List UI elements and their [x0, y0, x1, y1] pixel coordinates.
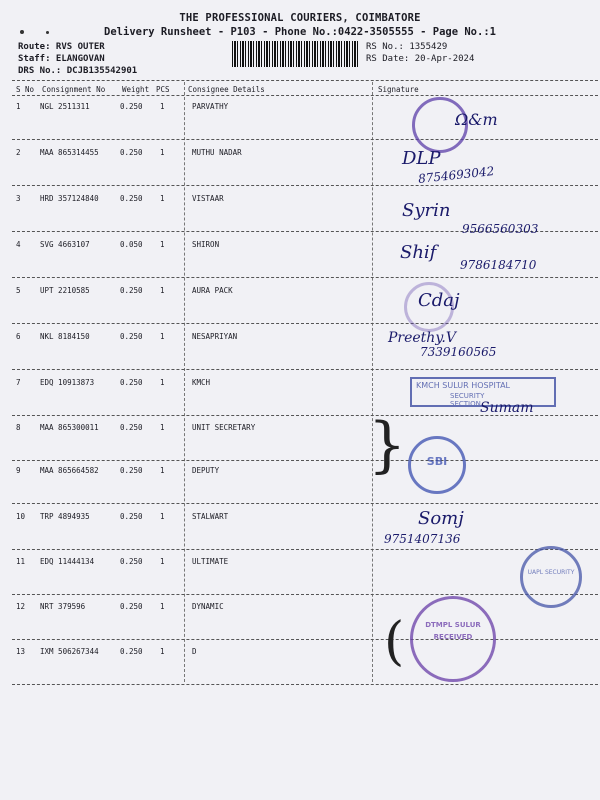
company-title: THE PROFESSIONAL COURIERS, COIMBATORE — [179, 12, 421, 24]
signature-1: Ω&m — [455, 110, 498, 129]
row-weight: 0.250 — [120, 602, 143, 611]
row-pcs: 1 — [160, 466, 165, 475]
staff-label: Staff: ELANGOVAN — [18, 54, 105, 64]
handwritten-phone-4: 9786184710 — [460, 258, 537, 272]
rs-number: RS No.: 1355429 — [366, 42, 448, 52]
row-consignee: PARVATHY — [192, 102, 229, 111]
row-weight: 0.250 — [120, 378, 143, 387]
row-separator — [12, 594, 598, 595]
row-sno: 10 — [16, 512, 26, 521]
scan-mark — [20, 30, 24, 34]
handwritten-phone-10: 9751407136 — [384, 532, 461, 546]
row-weight: 0.250 — [120, 102, 143, 111]
row-pcs: 1 — [160, 286, 165, 295]
row-separator — [12, 185, 598, 186]
column-divider — [184, 82, 185, 682]
row-pcs: 1 — [160, 194, 165, 203]
row-pcs: 1 — [160, 423, 165, 432]
row-weight: 0.250 — [120, 466, 143, 475]
signature-6: Preethy.V — [388, 330, 456, 346]
row-separator — [12, 369, 598, 370]
row-sno: 5 — [16, 286, 21, 295]
row-separator — [12, 277, 598, 278]
row-consignment-no: MAA 865314455 — [40, 148, 99, 157]
row-pcs: 1 — [160, 332, 165, 341]
row-pcs: 1 — [160, 148, 165, 157]
row-consignment-no: HRD 357124840 — [40, 194, 99, 203]
col-consignment: Consignment No — [42, 85, 106, 94]
col-signature: Signature — [378, 85, 419, 94]
row-pcs: 1 — [160, 378, 165, 387]
row-sno: 3 — [16, 194, 21, 203]
row-consignee: ULTIMATE — [192, 557, 229, 566]
scan-mark — [46, 31, 49, 34]
row-sno: 2 — [16, 148, 21, 157]
row-consignee: STALWART — [192, 512, 229, 521]
row-consignment-no: EDQ 10913873 — [40, 378, 95, 387]
row-weight: 0.250 — [120, 512, 143, 521]
row-consignment-no: NKL 8184150 — [40, 332, 90, 341]
row-weight: 0.250 — [120, 647, 143, 656]
row-sno: 13 — [16, 647, 26, 656]
row-separator — [12, 503, 598, 504]
col-consignee: Consignee Details — [188, 85, 265, 94]
row-weight: 0.250 — [120, 332, 143, 341]
dtmpl-stamp-text: DTMPL SULUR — [425, 621, 481, 629]
row-sno: 6 — [16, 332, 21, 341]
row-consignee: DYNAMIC — [192, 602, 224, 611]
row-weight: 0.250 — [120, 194, 143, 203]
col-sno: S No — [16, 85, 35, 94]
row-consignment-no: MAA 865664582 — [40, 466, 99, 475]
table-header-rule — [12, 95, 598, 96]
row-consignment-no: UPT 2210585 — [40, 286, 90, 295]
row-consignee: KMCH — [192, 378, 211, 387]
security-stamp — [520, 546, 582, 608]
signature-5: Cdaj — [418, 290, 460, 311]
row-sno: 11 — [16, 557, 26, 566]
row-pcs: 1 — [160, 240, 165, 249]
barcode — [232, 41, 358, 67]
row-consignment-no: SVG 4663107 — [40, 240, 90, 249]
row-consignee: UNIT SECRETARY — [192, 423, 256, 432]
signature-3: Syrin — [402, 200, 451, 221]
row-sno: 4 — [16, 240, 21, 249]
security-stamp-text: UAPL SECURITY — [527, 569, 575, 576]
row-sno: 12 — [16, 602, 26, 611]
row-pcs: 1 — [160, 647, 165, 656]
row-separator — [12, 684, 598, 685]
bracket-mark: } — [368, 410, 407, 480]
drs-number: DRS No.: DCJB135542901 — [18, 66, 138, 76]
row-consignment-no: NGL 2511311 — [40, 102, 90, 111]
row-pcs: 1 — [160, 512, 165, 521]
row-consignment-no: NRT 379596 — [40, 602, 86, 611]
row-pcs: 1 — [160, 602, 165, 611]
row-consignment-no: MAA 865300011 — [40, 423, 99, 432]
row-consignment-no: EDQ 11444134 — [40, 557, 95, 566]
row-weight: 0.250 — [120, 148, 143, 157]
row-consignee: DEPUTY — [192, 466, 220, 475]
row-separator — [12, 639, 598, 640]
runsheet-subtitle: Delivery Runsheet - P103 - Phone No.:0422-3505555 - Page No.:1 — [104, 26, 496, 38]
row-sno: 7 — [16, 378, 21, 387]
signature-4: Shif — [400, 242, 437, 263]
row-sno: 1 — [16, 102, 21, 111]
received-stamp-text: RECEIVED — [433, 633, 473, 641]
row-sno: 9 — [16, 466, 21, 475]
row-weight: 0.050 — [120, 240, 143, 249]
row-consignee: VISTAAR — [192, 194, 224, 203]
row-pcs: 1 — [160, 102, 165, 111]
handwritten-phone-3: 9566560303 — [462, 222, 539, 236]
kmch-stamp-subtext: SECURITY SECTION — [450, 392, 485, 408]
row-consignment-no: IXM 506267344 — [40, 647, 99, 656]
handwritten-phone-2: 8754693042 — [417, 164, 495, 186]
route-label: Route: RVS OUTER — [18, 42, 105, 52]
col-pcs: PCS — [156, 85, 170, 94]
row-consignee: NESAPRIYAN — [192, 332, 238, 341]
handwritten-phone-6: 7339160565 — [420, 345, 497, 359]
sbi-stamp-text: SBI — [426, 455, 448, 468]
kmch-stamp-text: KMCH SULUR HOSPITAL — [416, 381, 511, 390]
row-consignee: MUTHU NADAR — [192, 148, 242, 157]
signature-10: Somj — [418, 508, 464, 529]
sbi-stamp — [408, 436, 466, 494]
rs-date: RS Date: 20-Apr-2024 — [366, 54, 475, 64]
col-weight: Weight — [122, 85, 150, 94]
row-separator — [12, 139, 598, 140]
row-weight: 0.250 — [120, 423, 143, 432]
row-separator — [12, 323, 598, 324]
column-divider — [372, 82, 373, 682]
row-weight: 0.250 — [120, 557, 143, 566]
row-pcs: 1 — [160, 557, 165, 566]
row-separator — [12, 549, 598, 550]
row-separator — [12, 460, 598, 461]
signature-7: Sumam — [480, 400, 534, 416]
row-weight: 0.250 — [120, 286, 143, 295]
row-consignee: SHIRON — [192, 240, 220, 249]
table-top-rule — [12, 80, 598, 81]
row-consignment-no: TRP 4894935 — [40, 512, 90, 521]
signature-2: DLP — [402, 148, 441, 169]
row-consignee: AURA PACK — [192, 286, 233, 295]
row-consignee: D — [192, 647, 197, 656]
bracket-mark: ( — [384, 612, 405, 672]
row-sno: 8 — [16, 423, 21, 432]
dtmpl-stamp — [410, 596, 496, 682]
